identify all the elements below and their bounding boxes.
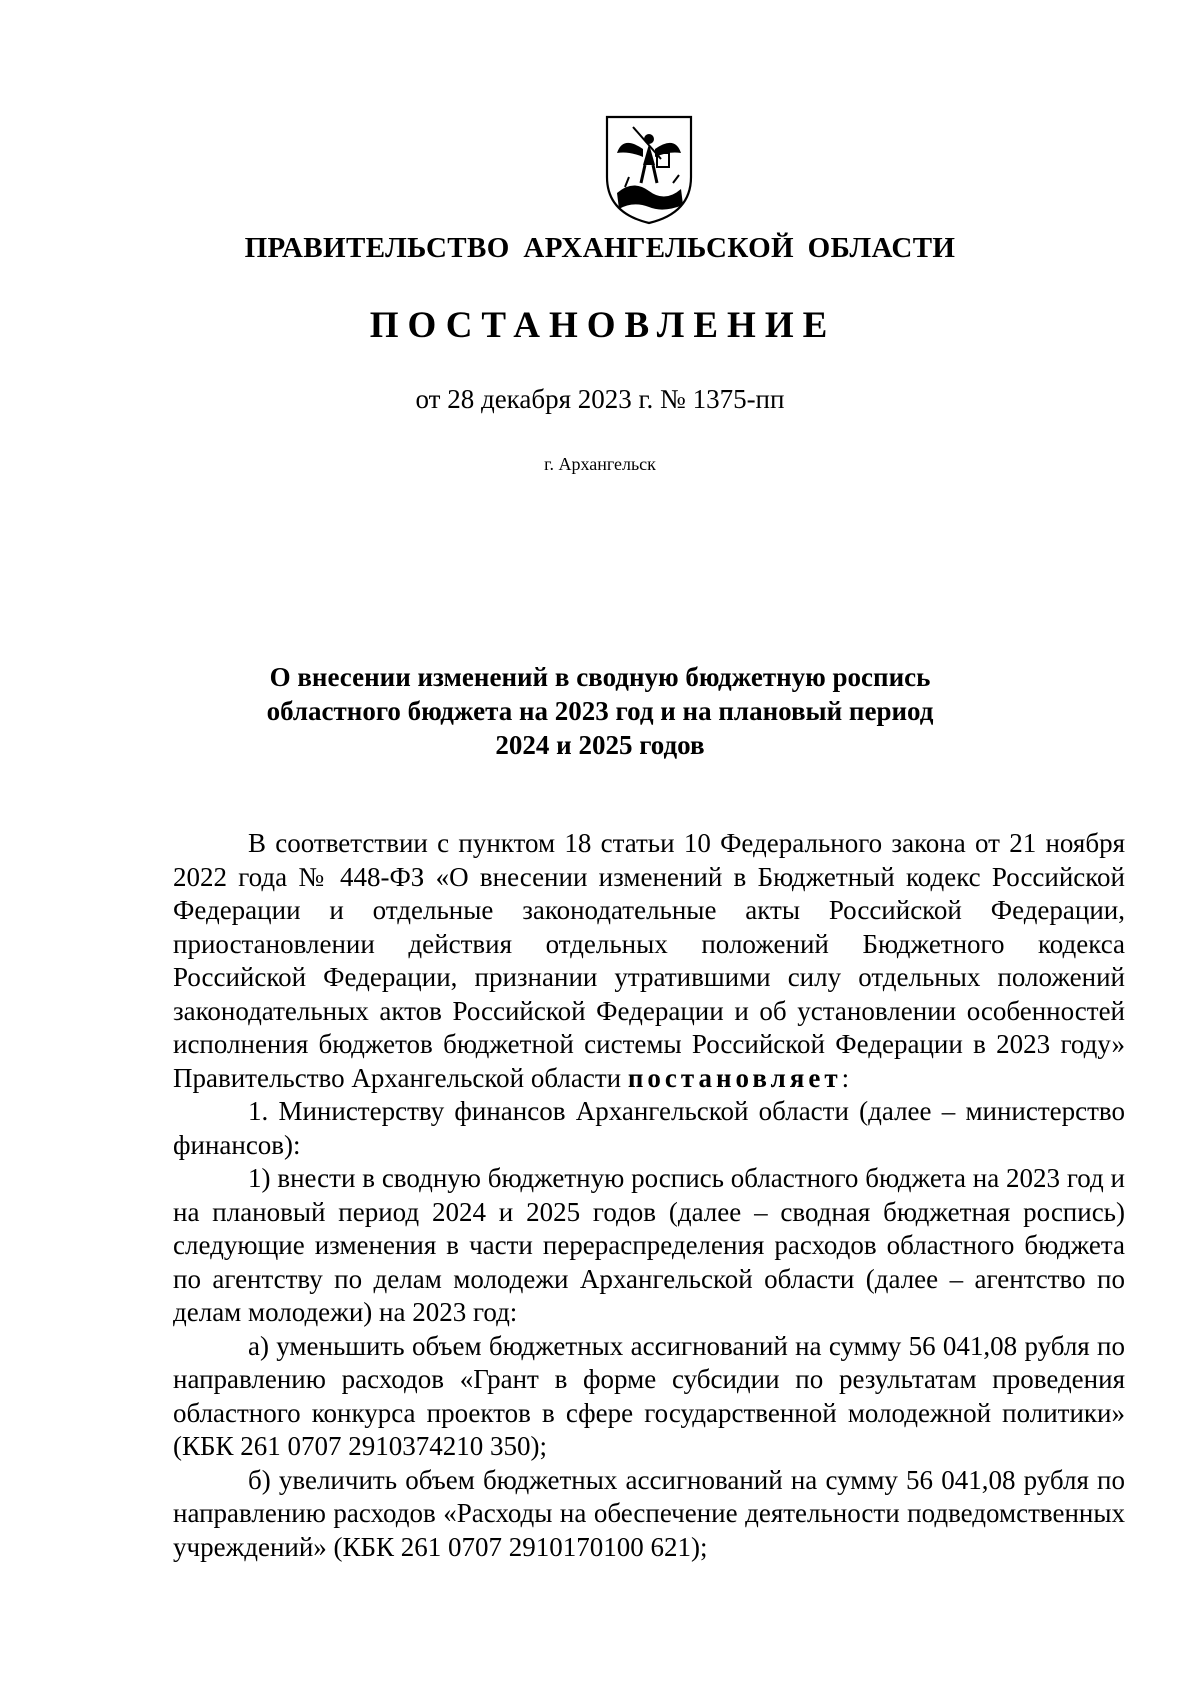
document-date-number: от 28 декабря 2023 г. № 1375-пп xyxy=(415,384,785,414)
arkhangelsk-coat-of-arms-icon xyxy=(603,113,695,227)
title-line-3: 2024 и 2025 годов xyxy=(495,730,705,760)
document-city: г. Архангельск xyxy=(544,454,656,474)
title-line-1: О внесении изменений в сводную бюджетную роспись xyxy=(269,662,931,692)
clause-1-1: 1) внести в сводную бюджетную роспись областного бюджета на 2023 год и на плановый период 2024 и 2025 годов (далее – сводная бюджетная роспись) следующие изменения в части перераспределения расходов областного бюджета по агентству по делам молодежи Архангельской области (далее – агентство по делам молодежи) на 2023 год: xyxy=(173,1163,1125,1327)
organization-name: ПРАВИТЕЛЬСТВО АРХАНГЕЛЬСКОЙ ОБЛАСТИ xyxy=(244,232,956,264)
document-body xyxy=(173,827,1125,1564)
document-type: ПОСТАНОВЛЕНИЕ xyxy=(369,305,837,346)
clause-1-1-a: а) уменьшить объем бюджетных ассигнований на сумму 56 041,08 рубля по направлению расходов «Грант в форме субсидии по результатам проведения областного конкурса проектов в сфере государственной молодежной политики» (КБК 261 0707 2910374210 350); xyxy=(173,1330,1125,1461)
preamble-paragraph xyxy=(173,827,1125,1095)
decree-colon: : xyxy=(841,1062,850,1093)
document-title xyxy=(0,660,1200,762)
decree-word: постановляет xyxy=(627,1062,842,1093)
clause-1-1-b: б) увеличить объем бюджетных ассигнований на сумму 56 041,08 рубля по направлению расходов «Расходы на обеспечение деятельности подведомственных учреждений» (КБК 261 0707 2910170100 621); xyxy=(173,1464,1125,1562)
title-line-2: областного бюджета на 2023 год и на плановый период xyxy=(266,696,934,726)
clause-1: 1. Министерству финансов Архангельской области (далее – министерство финансов): xyxy=(173,1096,1125,1160)
preamble-text: В соответствии с пунктом 18 статьи 10 Федерального закона от 21 ноября 2022 года № 448-ФЗ «О внесении изменений в Бюджетный кодекс Российской Федерации и отдельные законодательные акты Российской Федерации, приостановлении действия отдельных положений Бюджетного кодекса Российской Федерации, признании утратившими силу отдельных положений законодательных актов Российской Федерации и об установлении особенностей исполнения бюджетов бюджетной системы Российской Федерации в 2023 году» Правительство Архангельской области xyxy=(173,828,1125,1093)
